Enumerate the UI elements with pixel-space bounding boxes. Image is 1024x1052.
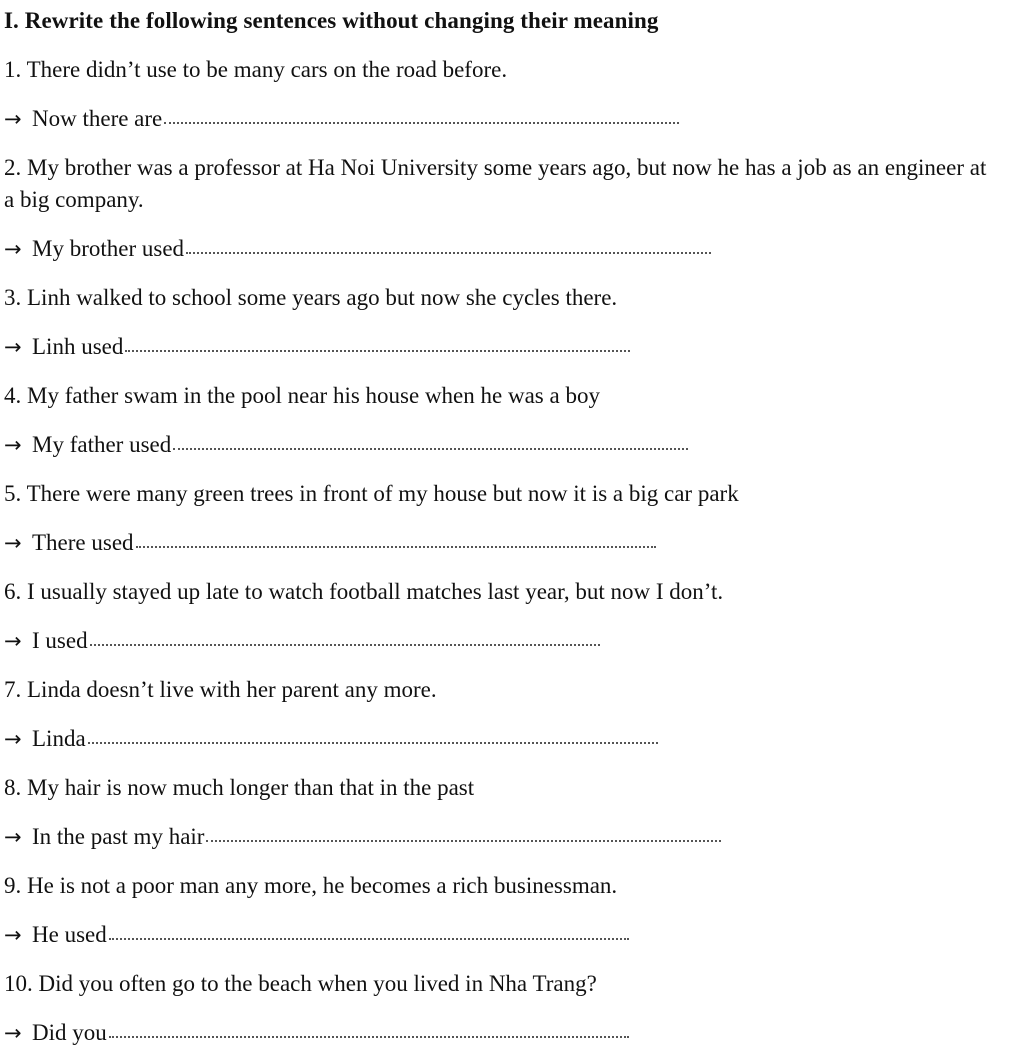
question-text: 4. My father swam in the pool near his house when he was a boy: [4, 383, 600, 408]
answer-prompt: I used: [32, 628, 88, 653]
answer-line: [4, 527, 1024, 559]
exercise-item-9: [4, 870, 1024, 951]
answer-prompt: He used: [32, 922, 107, 947]
answer-line: [4, 821, 1024, 853]
answer-line: [4, 103, 1024, 135]
answer-blank[interactable]: [88, 738, 658, 744]
arrow-icon: →: [4, 433, 22, 457]
arrow-icon: →: [4, 727, 22, 751]
exercise-item-3: [4, 282, 1024, 363]
answer-prompt: Linda: [32, 726, 86, 751]
answer-blank[interactable]: [136, 542, 656, 548]
answer-blank[interactable]: [186, 248, 711, 254]
arrow-icon: →: [4, 629, 22, 653]
answer-line: [4, 233, 1024, 265]
answer-line: [4, 429, 1024, 461]
exercise-item-7: [4, 674, 1024, 755]
answer-line: [4, 1017, 1024, 1049]
exercise-heading: I. Rewrite the following sentences without changing their meaning: [4, 8, 659, 33]
question-text: 1. There didn’t use to be many cars on the road before.: [4, 57, 508, 82]
answer-prompt: My father used: [32, 432, 172, 457]
exercise-item-6: [4, 576, 1024, 657]
answer-prompt: My brother used: [32, 236, 185, 261]
arrow-icon: →: [4, 825, 22, 849]
answer-prompt: In the past my hair: [32, 824, 205, 849]
answer-blank[interactable]: [173, 444, 688, 450]
arrow-icon: →: [4, 237, 22, 261]
question-text: 3. Linh walked to school some years ago but now she cycles there.: [4, 285, 618, 310]
arrow-icon: →: [4, 107, 22, 131]
exercise-item-10: [4, 968, 1024, 1049]
answer-blank[interactable]: [206, 836, 721, 842]
answer-prompt: Did you: [32, 1020, 107, 1045]
answer-blank[interactable]: [109, 934, 629, 940]
question-text: 8. My hair is now much longer than that in the past: [4, 775, 475, 800]
answer-blank[interactable]: [90, 640, 600, 646]
exercise-item-8: [4, 772, 1024, 853]
answer-blank[interactable]: [125, 346, 630, 352]
arrow-icon: →: [4, 335, 22, 359]
exercise-item-5: [4, 478, 1024, 559]
answer-blank[interactable]: [164, 118, 679, 124]
answer-prompt: Linh used: [32, 334, 124, 359]
arrow-icon: →: [4, 923, 22, 947]
arrow-icon: →: [4, 531, 22, 555]
answer-prompt: There used: [32, 530, 134, 555]
answer-blank[interactable]: [109, 1032, 629, 1038]
answer-line: [4, 331, 1024, 363]
answer-line: [4, 625, 1024, 657]
question-text: 10. Did you often go to the beach when you lived in Nha Trang?: [4, 971, 597, 996]
exercise-item-1: [4, 54, 1024, 135]
question-text: 2. My brother was a professor at Ha Noi University some years ago, but now he has a job as an engineer at a big company.: [4, 155, 987, 212]
question-text: 6. I usually stayed up late to watch football matches last year, but now I don’t.: [4, 579, 724, 604]
arrow-icon: →: [4, 1021, 22, 1045]
question-text: 7. Linda doesn’t live with her parent any more.: [4, 677, 437, 702]
exercise-item-2: [4, 152, 1024, 265]
exercise-item-4: [4, 380, 1024, 461]
answer-line: [4, 919, 1024, 951]
question-text: 9. He is not a poor man any more, he becomes a rich businessman.: [4, 873, 618, 898]
answer-prompt: Now there are: [32, 106, 163, 131]
question-text: 5. There were many green trees in front of my house but now it is a big car park: [4, 481, 739, 506]
answer-line: [4, 723, 1024, 755]
